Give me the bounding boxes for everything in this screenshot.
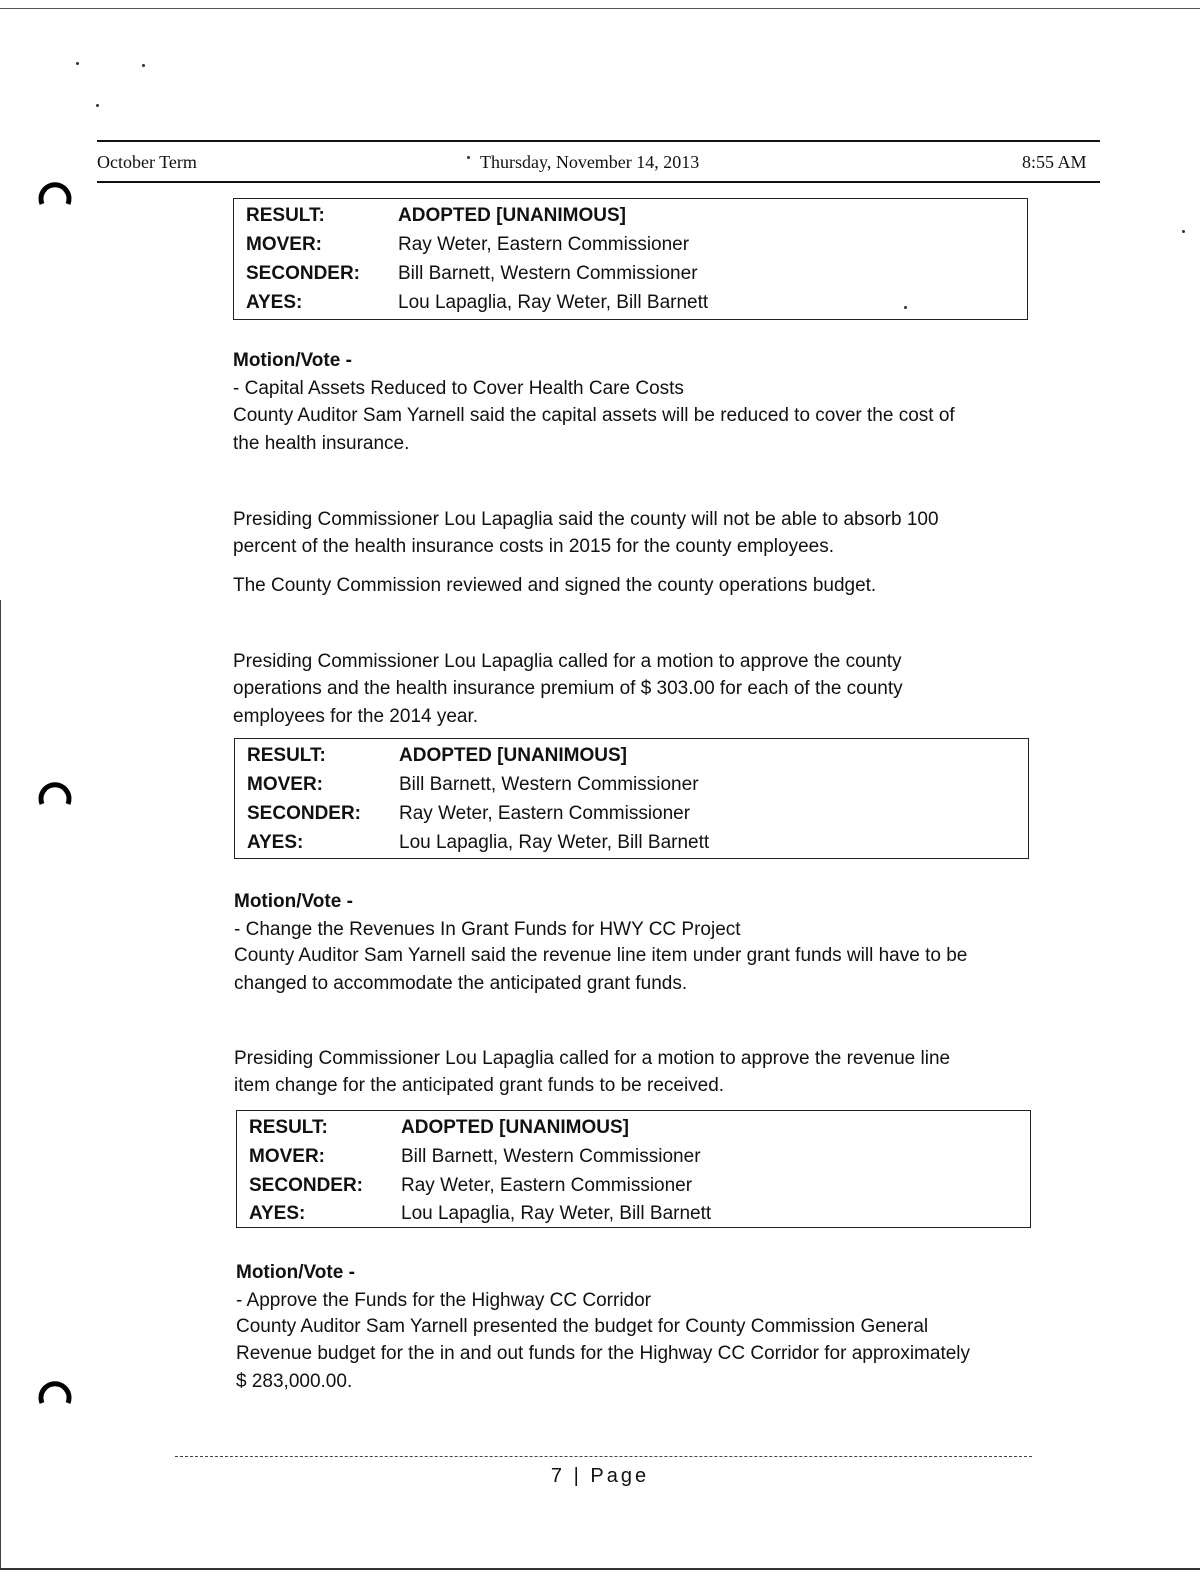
section-heading: Motion/Vote - [233,350,352,371]
vote-label: MOVER: [247,774,323,795]
paragraph-line: County Auditor Sam Yarnell said the revenue line item under grant funds will have to be [234,945,968,966]
vote-result-box [236,1110,1031,1228]
scan-speck [1182,230,1185,233]
punch-hole-icon [38,1375,72,1409]
header-date: Thursday, November 14, 2013 [480,152,700,172]
vote-result-box [233,198,1028,320]
vote-value: Ray Weter, Eastern Commissioner [398,234,690,255]
paragraph-line: employees for the 2014 year. [233,706,479,727]
section-subtitle: - Capital Assets Reduced to Cover Health Care Costs [233,378,684,399]
vote-row-result [249,1113,1022,1142]
scan-speck [76,62,79,65]
section-heading: Motion/Vote - [234,891,353,912]
vote-row-ayes [247,828,1020,857]
paragraph-line: $ 283,000.00. [236,1371,353,1392]
paragraph-line: Presiding Commissioner Lou Lapaglia said the county will not be able to absorb 100 [233,509,939,530]
vote-label: SECONDER: [246,263,361,284]
vote-row-result [247,741,1020,770]
header-bottom-rule [97,181,1100,183]
vote-value: Lou Lapaglia, Ray Weter, Bill Barnett [399,832,710,853]
vote-label: SECONDER: [249,1175,364,1196]
section-subtitle: - Approve the Funds for the Highway CC Corridor [236,1290,652,1311]
vote-row-seconder [249,1171,1022,1200]
page-number: 7 | Page [550,1465,650,1487]
vote-value: ADOPTED [UNANIMOUS] [401,1117,629,1138]
paragraph-line: the health insurance. [233,433,410,454]
scan-left-edge [0,600,1,1568]
header-term: October Term [97,152,197,172]
paragraph-line: Presiding Commissioner Lou Lapaglia called for a motion to approve the revenue line [234,1048,951,1069]
paragraph-line: The County Commission reviewed and signed the county operations budget. [233,575,877,596]
paragraph-line: percent of the health insurance costs in 2015 for the county employees. [233,536,834,557]
scan-top-edge [0,8,1200,9]
vote-value: Bill Barnett, Western Commissioner [401,1146,701,1167]
vote-result-box [234,738,1029,859]
punch-hole-icon [38,776,72,810]
scan-speck [96,104,99,107]
vote-label: AYES: [247,832,304,853]
vote-label: AYES: [249,1203,306,1224]
paragraph-line: changed to accommodate the anticipated grant funds. [234,973,688,994]
section-subtitle: - Change the Revenues In Grant Funds for HWY CC Project [234,919,741,940]
header-time: 8:55 AM [1022,152,1087,172]
paragraph-line: operations and the health insurance premium of $ 303.00 for each of the county [233,678,903,699]
vote-label: MOVER: [249,1146,325,1167]
vote-row-seconder [247,799,1020,828]
header-top-rule [97,140,1100,142]
paragraph-line: Revenue budget for the in and out funds for the Highway CC Corridor for approximately [236,1343,971,1364]
vote-row-ayes [249,1199,1022,1228]
paragraph-line: item change for the anticipated grant funds to be received. [234,1075,725,1096]
vote-row-mover [249,1142,1022,1171]
vote-label: RESULT: [246,205,325,226]
vote-row-ayes [246,288,1019,317]
paragraph-line: County Auditor Sam Yarnell presented the budget for County Commission General [236,1316,929,1337]
vote-value: ADOPTED [UNANIMOUS] [398,205,626,226]
paragraph-line: County Auditor Sam Yarnell said the capital assets will be reduced to cover the cost of [233,405,955,426]
vote-row-mover [247,770,1020,799]
vote-label: RESULT: [249,1117,328,1138]
vote-row-mover [246,230,1019,259]
scan-speck [142,64,145,67]
punch-hole-icon [38,176,72,210]
scan-bottom-edge [0,1568,1200,1570]
vote-value: Ray Weter, Eastern Commissioner [401,1175,693,1196]
paragraph-line: Presiding Commissioner Lou Lapaglia called for a motion to approve the county [233,651,902,672]
vote-row-seconder [246,259,1019,288]
vote-label: RESULT: [247,745,326,766]
footer-rule [175,1456,1032,1457]
vote-label: AYES: [246,292,303,313]
vote-value: ADOPTED [UNANIMOUS] [399,745,627,766]
vote-label: SECONDER: [247,803,362,824]
vote-value: Ray Weter, Eastern Commissioner [399,803,691,824]
vote-row-result [246,201,1019,230]
vote-value: Lou Lapaglia, Ray Weter, Bill Barnett [401,1203,712,1224]
section-heading: Motion/Vote - [236,1262,355,1283]
scan-speck [467,156,470,159]
vote-label: MOVER: [246,234,322,255]
vote-value: Bill Barnett, Western Commissioner [398,263,698,284]
vote-value: Lou Lapaglia, Ray Weter, Bill Barnett [398,292,709,313]
vote-value: Bill Barnett, Western Commissioner [399,774,699,795]
